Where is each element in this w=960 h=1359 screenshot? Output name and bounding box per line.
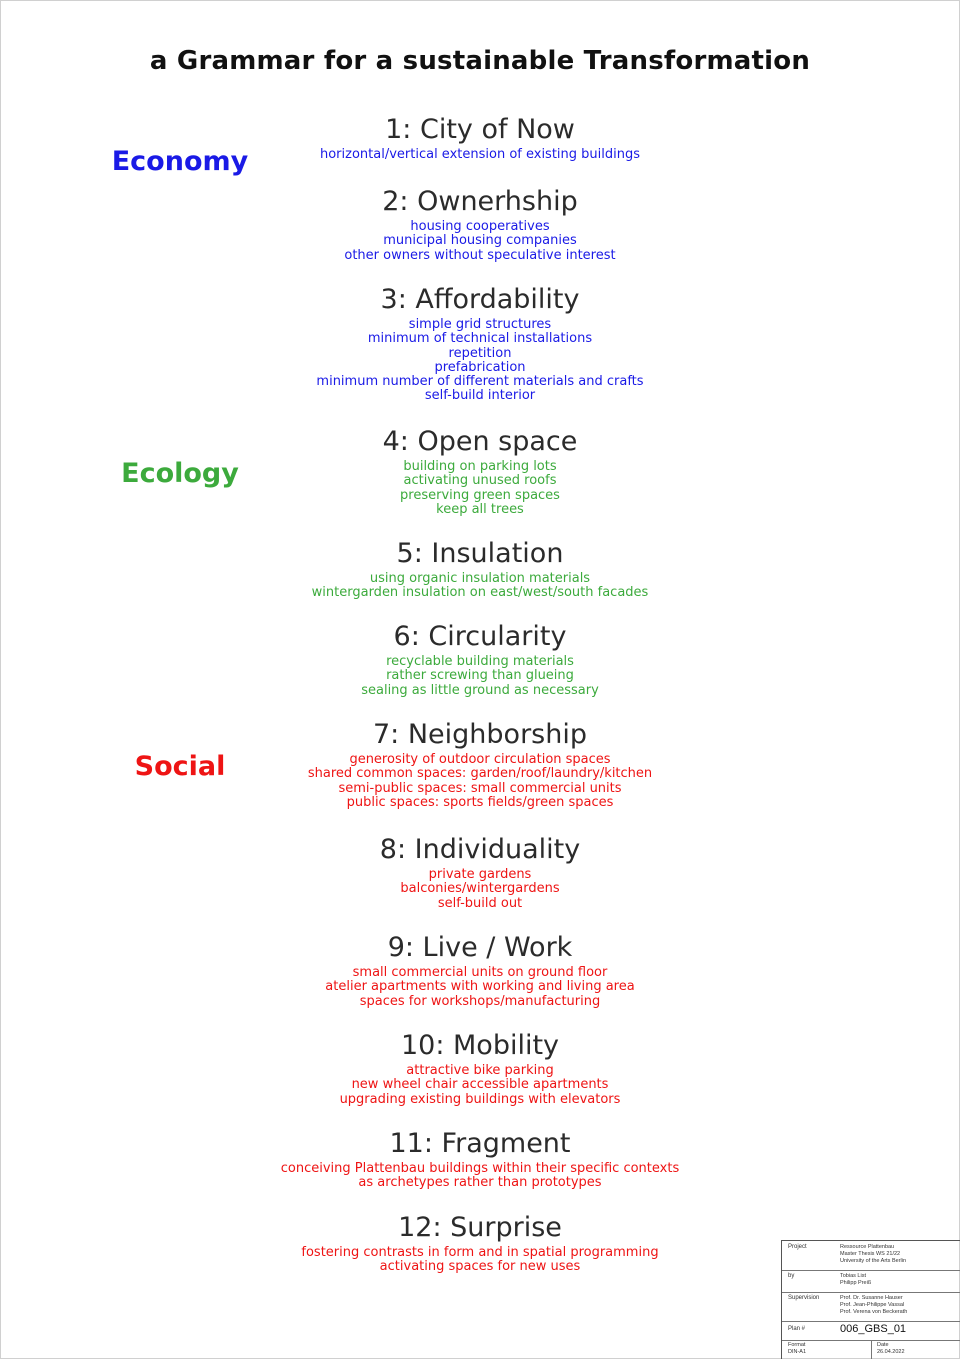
principle-line: using organic insulation materials (369, 571, 591, 586)
principle-line: generosity of outdoor circulation spaces (349, 752, 611, 767)
supervisor-line: Prof. Dr. Susanne Hauser (840, 1295, 903, 1301)
principle-section (180, 113, 780, 162)
principle-section (180, 931, 780, 1009)
title-block (781, 1240, 960, 1359)
author-line: Tobias List (840, 1273, 866, 1279)
principle-line: horizontal/vertical extension of existing buildings (319, 147, 641, 162)
principle-line: wintergarden insulation on east/west/south facades (311, 585, 649, 601)
title-block-project-row (782, 1241, 960, 1271)
principle-line: recyclable building materials (386, 654, 574, 669)
title-block-plan-value: 006_GBS_01 (840, 1323, 907, 1335)
principle-line: self-build out (437, 895, 523, 911)
principle-line: attractive bike parking (406, 1063, 554, 1078)
principle-heading: 12: Surprise (398, 1212, 562, 1243)
principle-lines (180, 572, 780, 601)
principle-line: housing cooperatives (410, 219, 550, 234)
principle-line: spaces for workshops/manufacturing (359, 993, 601, 1009)
principle-line: self-build interior (424, 388, 536, 404)
project-line: University of the Arts Berlin (840, 1258, 907, 1264)
principle-heading: 10: Mobility (400, 1030, 560, 1061)
principle-section (180, 537, 780, 601)
supervisor-line: Prof. Jean-Philippe Vassal (840, 1302, 905, 1308)
project-line: Master Thesis WS 21/22 (840, 1251, 901, 1257)
principle-line: minimum of technical installations (367, 331, 593, 347)
title-block-date-label: Date (877, 1342, 889, 1348)
principle-lines (180, 655, 780, 698)
principle-line: sealing as little ground as necessary (361, 682, 599, 698)
category-social: Social (134, 751, 226, 782)
principle-line: upgrading existing buildings with elevators (339, 1091, 621, 1107)
title-block-by-value (840, 1273, 871, 1287)
principle-line: new wheel chair accessible apartments (351, 1077, 609, 1093)
principle-line: small commercial units on ground floor (352, 965, 608, 980)
principle-section (180, 620, 780, 698)
principle-line: building on parking lots (403, 459, 557, 474)
principle-section (180, 185, 780, 263)
principle-lines (180, 148, 780, 162)
principle-section (180, 718, 780, 810)
project-line: Ressource Plattenbau (840, 1244, 895, 1250)
principle-lines (180, 1246, 780, 1275)
principle-lines (180, 1064, 780, 1107)
title-block-format-label: Format (788, 1342, 806, 1348)
principle-section (180, 1211, 780, 1275)
principle-line: atelier apartments with working and living area (325, 979, 635, 995)
principle-line: rather screwing than glueing (386, 668, 574, 684)
author-line: Philipp Preiß (840, 1280, 872, 1286)
principle-section (180, 1127, 780, 1191)
principle-line: preserving green spaces (400, 487, 560, 503)
principle-lines (180, 220, 780, 263)
title-block-format-row (782, 1340, 960, 1359)
principle-section (180, 283, 780, 404)
principle-line: municipal housing companies (383, 233, 577, 249)
title-block-supervision-row (782, 1292, 960, 1322)
category-ecology: Ecology (121, 458, 239, 489)
category-economy: Economy (111, 146, 249, 177)
principle-line: as archetypes rather than prototypes (358, 1175, 602, 1191)
principle-heading: 6: Circularity (393, 621, 567, 652)
title-block-format-value: DIN-A1 (788, 1349, 807, 1355)
title-block-by-label: by (788, 1273, 795, 1279)
principle-line: fostering contrasts in form and in spatial programming (301, 1245, 659, 1260)
principle-heading: 2: Ownerhship (382, 186, 578, 217)
principle-heading: 7: Neighborship (373, 719, 587, 750)
principle-lines (180, 966, 780, 1009)
principle-line: private gardens (428, 867, 532, 882)
principle-heading: 9: Live / Work (387, 932, 573, 963)
principle-line: repetition (448, 345, 512, 361)
principle-heading: 8: Individuality (379, 834, 581, 865)
principle-line: balconies/wintergardens (400, 881, 560, 897)
principle-line: minimum number of different materials and crafts (316, 374, 644, 390)
title-block-format (788, 1342, 806, 1356)
principle-section (180, 833, 780, 911)
principle-lines (180, 868, 780, 911)
principle-line: activating unused roofs (403, 473, 557, 489)
title-block-divider (871, 1340, 872, 1359)
title-block-supervision-value (840, 1295, 907, 1316)
title-block-project-label: Project (788, 1244, 807, 1250)
principle-line: simple grid structures (408, 317, 552, 332)
principle-line: keep all trees (436, 501, 524, 517)
principle-heading: 5: Insulation (396, 538, 564, 569)
title-block-project-value (840, 1244, 906, 1265)
principle-section (180, 425, 780, 517)
principle-line: public spaces: sports fields/green spaces (346, 794, 614, 810)
principle-section (180, 1029, 780, 1107)
principle-lines (180, 318, 780, 404)
title-block-by-row (782, 1270, 960, 1293)
title-block-supervision-label: Supervision (788, 1295, 820, 1301)
principle-lines (180, 460, 780, 517)
principle-lines (180, 753, 780, 810)
principle-heading: 4: Open space (382, 426, 578, 457)
title-block-plan-label: Plan # (788, 1326, 806, 1332)
title-block-plan-row (782, 1321, 960, 1341)
supervisor-line: Prof. Verena von Beckerath (840, 1309, 908, 1315)
title-block-date (877, 1342, 905, 1356)
principle-line: semi-public spaces: small commercial units (338, 780, 622, 796)
principle-line: conceiving Plattenbau buildings within their specific contexts (280, 1161, 680, 1176)
principle-lines (180, 1162, 780, 1191)
principle-line: shared common spaces: garden/roof/laundry/kitchen (307, 766, 653, 782)
principle-line: activating spaces for new uses (379, 1259, 581, 1275)
principle-line: other owners without speculative interest (344, 247, 616, 263)
principle-heading: 11: Fragment (389, 1128, 571, 1159)
title-block-date-value: 26.04.2022 (877, 1349, 905, 1355)
principle-line: prefabrication (434, 359, 526, 375)
principle-heading: 1: City of Now (385, 114, 575, 145)
page-title: a Grammar for a sustainable Transformation (149, 46, 811, 76)
principle-heading: 3: Affordability (380, 284, 580, 315)
